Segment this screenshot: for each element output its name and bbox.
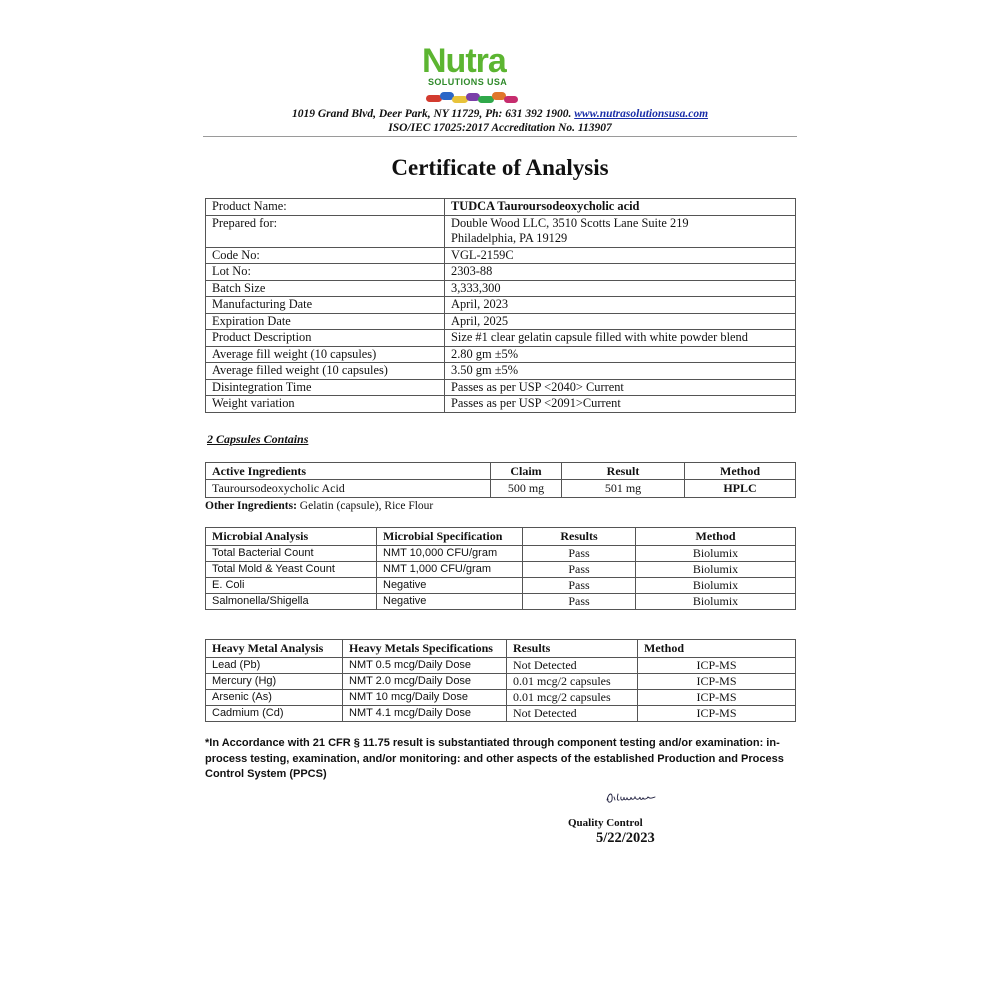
metal-method: ICP-MS (638, 706, 796, 722)
table-row (206, 264, 796, 281)
table-header-row (206, 528, 796, 546)
row-label: Lot No: (206, 264, 445, 281)
metal-name: Lead (Pb) (206, 657, 343, 673)
test-name: Total Bacterial Count (206, 545, 377, 561)
table-header-row (206, 463, 796, 480)
ingredient-name: Tauroursodeoxycholic Acid (206, 480, 491, 498)
row-label: Manufacturing Date (206, 297, 445, 314)
table-row (206, 313, 796, 330)
active-ingredients-table (205, 462, 796, 498)
row-value: Size #1 clear gelatin capsule filled with white powder blend (445, 330, 796, 347)
metal-spec: NMT 2.0 mcg/Daily Dose (343, 673, 507, 689)
test-spec: Negative (377, 577, 523, 593)
row-label: Prepared for: (206, 215, 445, 247)
company-logo (418, 44, 530, 108)
row-label: Average filled weight (10 capsules) (206, 363, 445, 380)
row-value: 2303-88 (445, 264, 796, 281)
column-header: Method (636, 528, 796, 546)
company-address (0, 108, 1000, 120)
row-label: Product Name: (206, 199, 445, 216)
test-name: Total Mold & Yeast Count (206, 561, 377, 577)
table-header-row (206, 640, 796, 658)
metal-method: ICP-MS (638, 657, 796, 673)
quality-control-label: Quality Control (568, 817, 643, 829)
test-spec: NMT 1,000 CFU/gram (377, 561, 523, 577)
ingredient-method: HPLC (685, 480, 796, 498)
table-row (206, 199, 796, 216)
table-row (206, 545, 796, 561)
metal-method: ICP-MS (638, 689, 796, 705)
regulatory-footnote: *In Accordance with 21 CFR § 11.75 result is substantiated through component testing and/or examination: in-process testing, examination, and/or monitoring: and other aspects of the established Production and Process Control System (PPCS) (205, 737, 784, 780)
signature-date: 5/22/2023 (596, 830, 655, 846)
column-header: Active Ingredients (206, 463, 491, 480)
column-header: Microbial Analysis (206, 528, 377, 546)
metal-name: Arsenic (As) (206, 689, 343, 705)
logo-brand: Nutra (422, 42, 506, 80)
prepared-for-line2: Philadelphia, PA 19129 (451, 231, 568, 245)
metal-result: Not Detected (507, 706, 638, 722)
row-value: VGL-2159C (445, 247, 796, 264)
table-row (206, 363, 796, 380)
website-link[interactable]: www.nutrasolutionsusa.com (574, 108, 709, 120)
test-result: Pass (523, 561, 636, 577)
metal-result: Not Detected (507, 657, 638, 673)
row-label: Product Description (206, 330, 445, 347)
test-result: Pass (523, 545, 636, 561)
test-method: Biolumix (636, 561, 796, 577)
table-row (206, 346, 796, 363)
column-header: Results (507, 640, 638, 658)
test-method: Biolumix (636, 594, 796, 610)
column-header: Results (523, 528, 636, 546)
row-label: Disintegration Time (206, 379, 445, 396)
test-result: Pass (523, 577, 636, 593)
column-header: Method (638, 640, 796, 658)
metal-spec: NMT 10 mcg/Daily Dose (343, 689, 507, 705)
accreditation: ISO/IEC 17025:2017 Accreditation No. 113907 (388, 122, 612, 134)
table-row (206, 689, 796, 705)
heavy-metal-analysis-table (205, 639, 796, 722)
table-row (206, 280, 796, 297)
test-method: Biolumix (636, 545, 796, 561)
signature-icon (604, 788, 658, 806)
column-header: Heavy Metals Specifications (343, 640, 507, 658)
address-text: 1019 Grand Blvd, Deer Park, NY 11729, Ph: 631 392 1900. (291, 108, 572, 120)
row-value: 3,333,300 (445, 280, 796, 297)
table-row (206, 673, 796, 689)
column-header: Claim (491, 463, 562, 480)
row-label: Code No: (206, 247, 445, 264)
column-header: Microbial Specification (377, 528, 523, 546)
column-header: Heavy Metal Analysis (206, 640, 343, 658)
ingredient-result: 501 mg (562, 480, 685, 498)
table-row (206, 247, 796, 264)
ingredient-claim: 500 mg (491, 480, 562, 498)
metal-result: 0.01 mcg/2 capsules (507, 689, 638, 705)
test-spec: Negative (377, 594, 523, 610)
capsules-graphic-icon (420, 89, 524, 105)
table-row (206, 706, 796, 722)
metal-name: Mercury (Hg) (206, 673, 343, 689)
table-row (206, 561, 796, 577)
table-row (206, 379, 796, 396)
test-result: Pass (523, 594, 636, 610)
row-label: Weight variation (206, 396, 445, 413)
test-spec: NMT 10,000 CFU/gram (377, 545, 523, 561)
other-ingredients-label: Other Ingredients: (205, 500, 297, 512)
table-row (206, 330, 796, 347)
test-name: E. Coli (206, 577, 377, 593)
metal-name: Cadmium (Cd) (206, 706, 343, 722)
row-label: Expiration Date (206, 313, 445, 330)
product-info-table (205, 198, 796, 413)
header-divider (203, 136, 797, 137)
column-header: Result (562, 463, 685, 480)
column-header: Method (685, 463, 796, 480)
prepared-for-value (445, 215, 796, 247)
table-row (206, 396, 796, 413)
row-value: 3.50 gm ±5% (445, 363, 796, 380)
row-value: Passes as per USP <2040> Current (445, 379, 796, 396)
prepared-for-line1: Double Wood LLC, 3510 Scotts Lane Suite 219 (451, 215, 689, 230)
other-ingredients-value: Gelatin (capsule), Rice Flour (299, 500, 434, 512)
metal-result: 0.01 mcg/2 capsules (507, 673, 638, 689)
row-value: Passes as per USP <2091>Current (445, 396, 796, 413)
row-label: Batch Size (206, 280, 445, 297)
test-method: Biolumix (636, 577, 796, 593)
table-row (206, 215, 796, 247)
metal-spec: NMT 4.1 mcg/Daily Dose (343, 706, 507, 722)
table-row (206, 297, 796, 314)
table-row (206, 577, 796, 593)
other-ingredients (205, 500, 433, 512)
table-row (206, 657, 796, 673)
product-name-value: TUDCA Tauroursodeoxycholic acid (445, 199, 796, 216)
microbial-analysis-table (205, 527, 796, 610)
row-value: 2.80 gm ±5% (445, 346, 796, 363)
document-title: Certificate of Analysis (391, 155, 609, 180)
logo-subtitle: SOLUTIONS USA (428, 77, 508, 87)
test-name: Salmonella/Shigella (206, 594, 377, 610)
row-value: April, 2023 (445, 297, 796, 314)
capsules-heading: 2 Capsules Contains (207, 432, 309, 446)
table-row (206, 480, 796, 498)
table-row (206, 594, 796, 610)
row-label: Average fill weight (10 capsules) (206, 346, 445, 363)
metal-method: ICP-MS (638, 673, 796, 689)
metal-spec: NMT 0.5 mcg/Daily Dose (343, 657, 507, 673)
row-value: April, 2025 (445, 313, 796, 330)
